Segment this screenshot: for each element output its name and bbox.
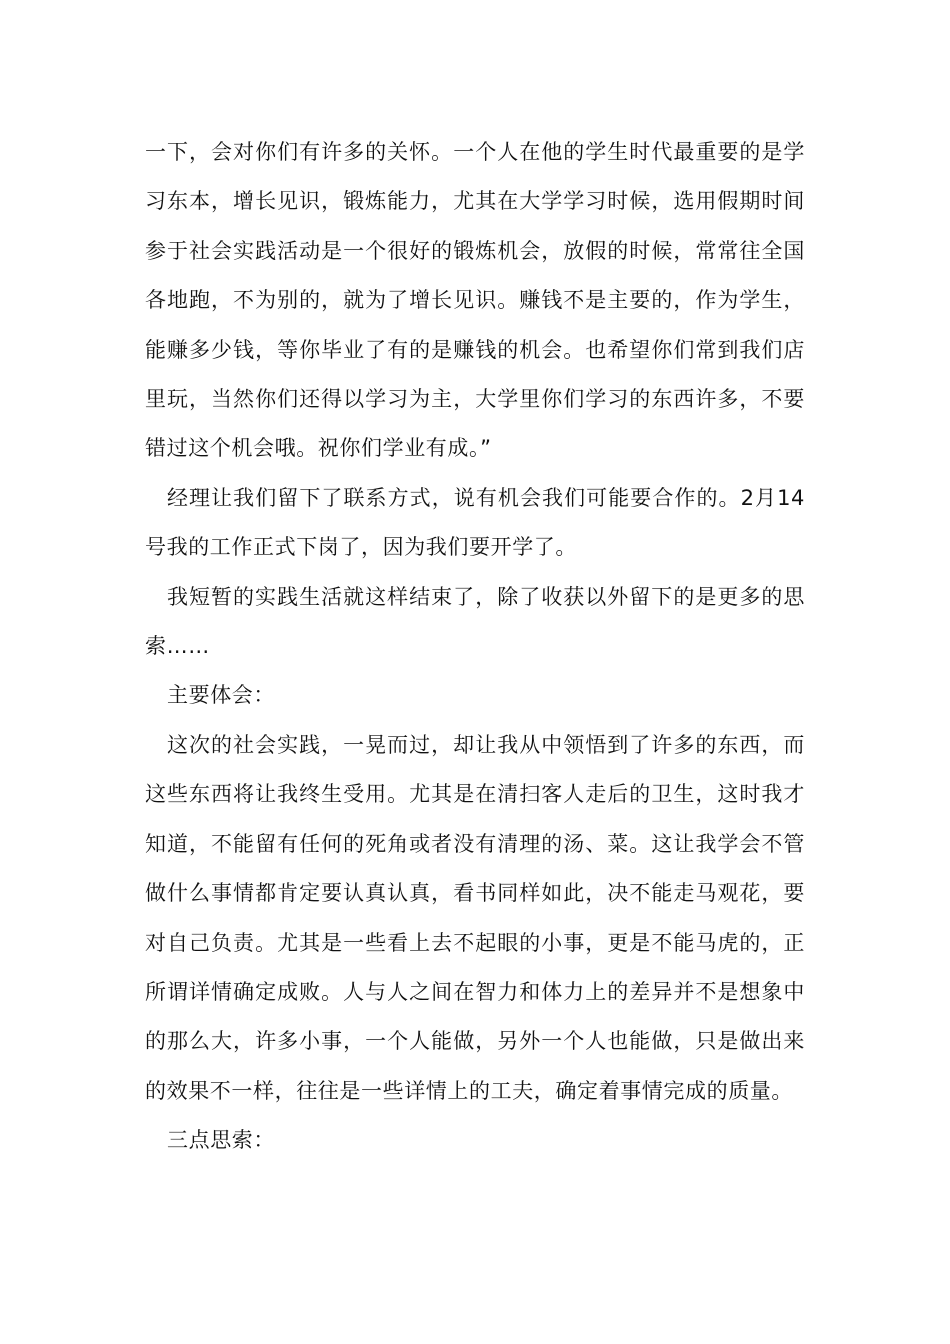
paragraph-continuation: 一下，会对你们有许多的关怀。一个人在他的学生时代最重要的是学习东本，增长见识，锻炼能力，尤其在大学学习时候，选用假期时间参于社会实践活动是一个很好的锻炼机会，放假的时候，常常往全国各地跑，不为别的，就为了增长见识。赚钱不是主要的，作为学生，能赚多少钱，等你毕业了有的是赚钱的机会。也希望你们常到我们店里玩，当然你们还得以学习为主，大学里你们学习的东西许多，不要错过这个机会哦。祝你们学业有成。” [145,140,805,461]
paragraph-practice-end: 我短暂的实践生活就这样结束了，除了收获以外留下的是更多的思索…… [145,584,805,659]
heading-three-reflections: 三点思索： [167,1128,275,1153]
paragraph-manager-contact: 经理让我们留下了联系方式，说有机会我们可能要合作的。2月14号我的工作正式下岗了，因为我们要开学了。 [145,485,805,560]
heading-main-experience: 主要体会： [167,683,275,708]
paragraph-experience: 这次的社会实践，一晃而过，却让我从中领悟到了许多的东西，而这些东西将让我终生受用。尤其是在清扫客人走后的卫生，这时我才知道，不能留有任何的死角或者没有清理的汤、菜。这让我学会不管做什么事情都肯定要认真认真，看书同样如此，决不能走马观花，要对自己负责。尤其是一些看上去不起眼的小事，更是不能马虎的，正所谓详情确定成败。人与人之间在智力和体力上的差异并不是想象中的那么大，许多小事，一个人能做，另外一个人也能做，只是做出来的效果不一样，往往是一些详情上的工夫，确定着事情完成的质量。 [145,732,805,1103]
document-body [145,128,805,1166]
